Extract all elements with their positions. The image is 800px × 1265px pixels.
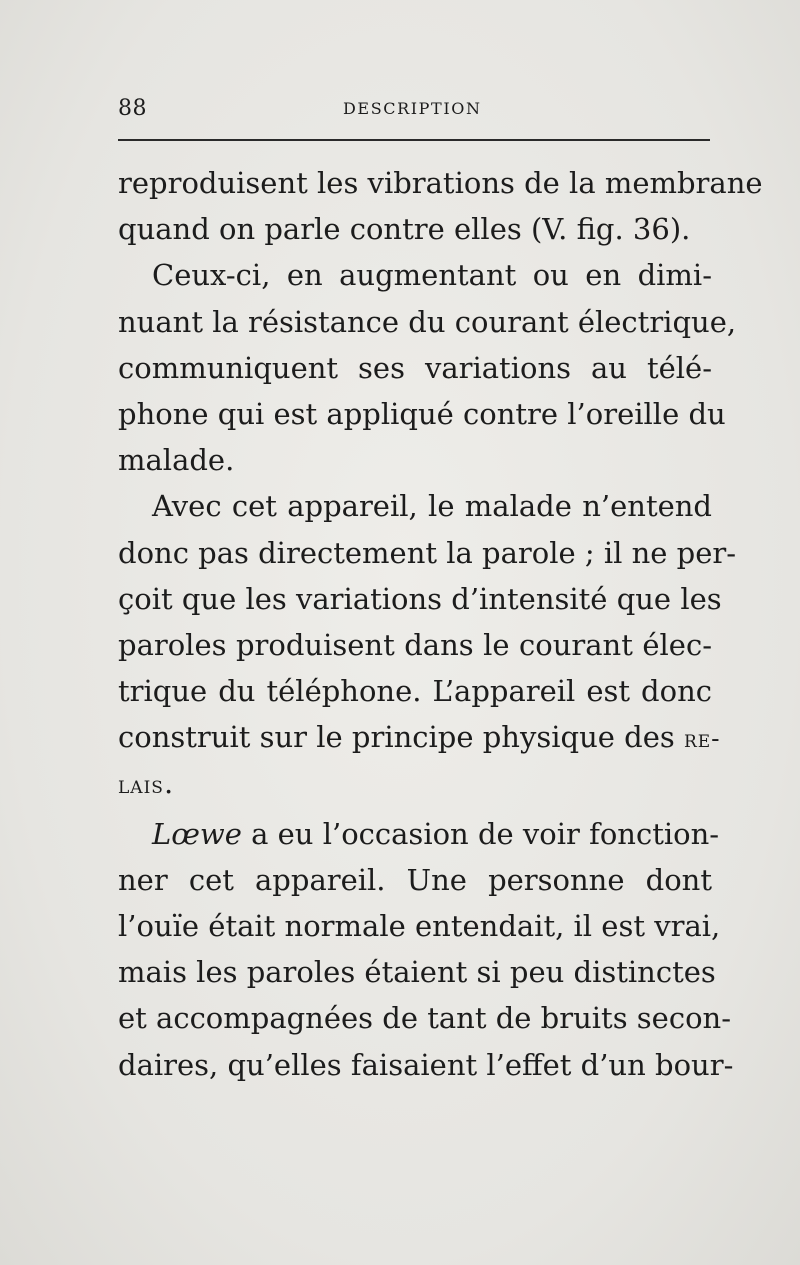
running-title: DESCRIPTION [343,99,482,118]
text-line: et accompagnées de tant de bruits secon- [118,1001,732,1036]
running-head [118,96,710,126]
text-line: communiquent ses variations au télé- [118,350,712,385]
text-line: donc pas directement la parole ; il ne per- [118,535,737,570]
body-text [118,160,763,1088]
page-number: 88 [118,96,147,121]
small-caps-fragment: re- [683,724,721,754]
paragraph-start-line: Ceux-ci, en augmentant ou en dimi- [152,258,712,293]
text-fragment: a eu l’occasion de voir fonction- [241,816,720,851]
text-line: çoit que les variations d’intensité que les [118,581,722,616]
paragraph-start-line: Avec cet appareil, le malade n’entend [152,489,712,524]
text-line [118,760,712,806]
small-caps-fragment: lais [118,770,164,800]
text-fragment: construit sur le principe physique des [118,720,675,755]
text-line: daires, qu’elles faisaient l’effet d’un bour- [118,1047,734,1082]
text-line: nuant la résistance du courant électrique, [118,304,737,339]
text-line [118,714,721,760]
text-line: reproduisent les vibrations de la membrane [118,166,763,200]
text-line: ner cet appareil. Une personne dont [118,862,712,897]
author-name: Lœwe [152,816,242,851]
text-line: malade. [118,443,235,478]
header-rule [118,139,710,141]
text-line: l’ouïe était normale entendait, il est vrai, [118,909,721,943]
text-line: quand on parle contre elles (V. fig. 36). [118,212,691,247]
text-fragment: . [163,766,174,801]
text-line: paroles produisent dans le courant élec- [118,627,712,662]
paragraph-start-line [118,811,720,857]
text-line: trique du téléphone. L’appareil est donc [118,674,712,709]
text-line: mais les paroles étaient si peu distinctes [118,955,716,990]
text-line: phone qui est appliqué contre l’oreille du [118,396,726,431]
